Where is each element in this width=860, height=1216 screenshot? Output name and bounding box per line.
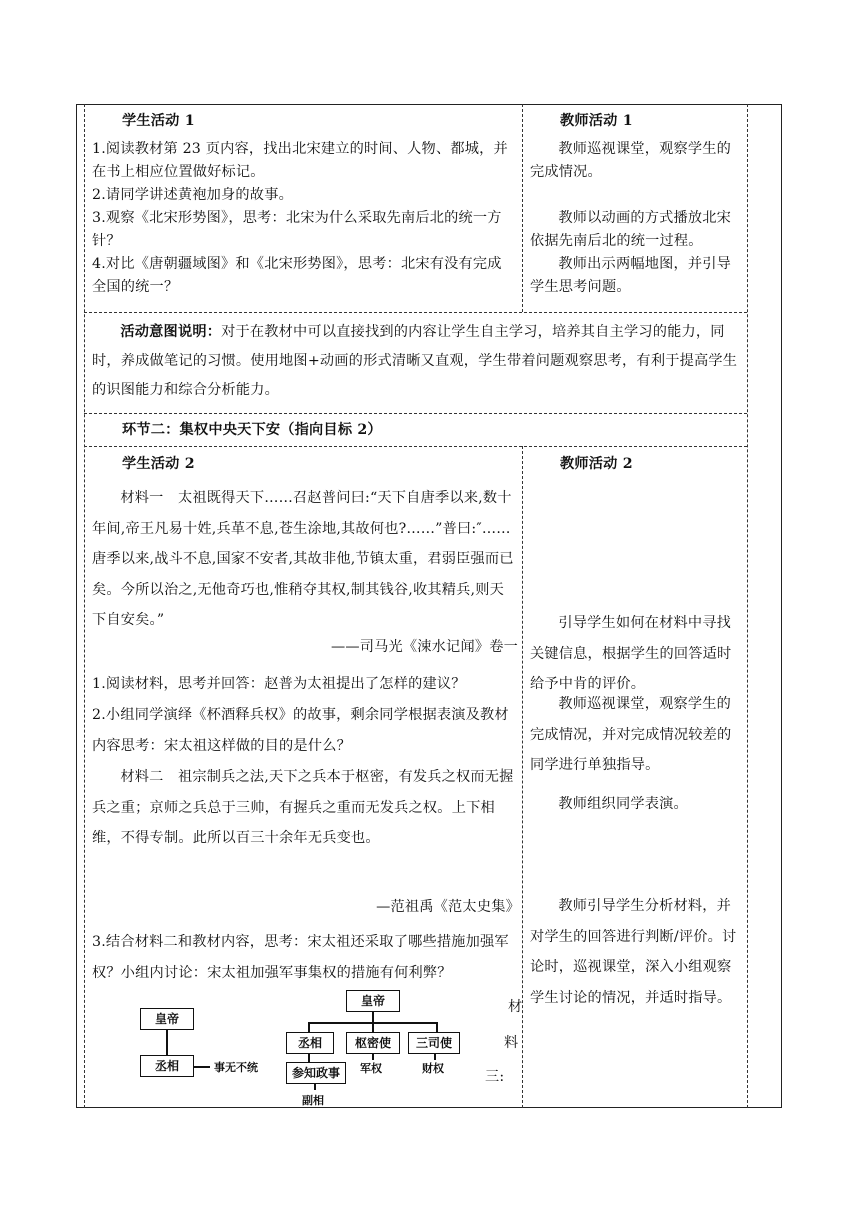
diagram-deputy-role-label: 副相 xyxy=(302,1094,324,1107)
student-activity-1-heading: 学生活动 1 xyxy=(122,113,195,129)
row-divider xyxy=(84,413,747,414)
diagram-emperor-box: 皇帝 xyxy=(346,990,400,1012)
diagram-deputy-box: 参知政事 xyxy=(286,1062,346,1084)
column-divider xyxy=(522,104,523,312)
material-3-label: 三: xyxy=(485,1069,505,1085)
question-1: 1.阅读材料，思考并回答：赵普为太祖提出了怎样的建议？ xyxy=(92,676,466,692)
question-2: 2.小组同学演绎《杯酒释兵权》的故事，剩余同学根据表演及教材内容思考：宋太祖这样做的目的是什么？ xyxy=(92,707,509,754)
diagram-connector xyxy=(194,1066,210,1068)
diagram-emperor-box: 皇帝 xyxy=(140,1008,194,1030)
teacher-activity-2-item: 教师巡视课堂，观察学生的完成情况，并对完成情况较差的同学进行单独指导。 xyxy=(530,696,732,774)
stage-2-title: 环节二：集权中央天下安（指向目标 2） xyxy=(122,422,382,438)
diagram-financial-power-label: 财权 xyxy=(422,1062,444,1075)
material-2-source: —范祖禹《范太史集》 xyxy=(376,899,520,915)
row-divider xyxy=(84,446,747,447)
material-3-label: 材 xyxy=(508,999,523,1015)
diagram-finance-commission-box: 三司使 xyxy=(408,1032,460,1054)
teacher-activity-2-item: 教师组织同学表演。 xyxy=(558,796,688,812)
activity-intent-text: 对于在教材中可以直接找到的内容让学生自主学习，培养其自主学习的能力，同时，养成做笔记的习惯。使用地图+动画的形式清晰又直观，学生带着问题观察思考，有利于提高学生的识图能力和综合分析能力。 xyxy=(92,324,738,398)
row-divider xyxy=(84,312,747,313)
student-activity-2-heading: 学生活动 2 xyxy=(122,456,195,472)
song-power-diagram xyxy=(286,990,466,1110)
material-2-text: 材料二 祖宗制兵之法,天下之兵本于枢密，有发兵之权而无握兵之重；京师之兵总于三帅，有握兵之重而无发兵之权。上下相维，不得专制。此所以百三十余年无兵变也。 xyxy=(92,769,514,847)
diagram-military-commission-box: 枢密使 xyxy=(346,1032,400,1054)
diagram-connector xyxy=(372,1022,374,1032)
student-activity-1-item: 1.阅读教材第 23 页内容，找出北宋建立的时间、人物、都城，并在书上相应位置做好标记。 xyxy=(92,141,508,180)
diagram-military-power-label: 军权 xyxy=(360,1062,382,1075)
grid-line xyxy=(747,104,748,1108)
material-3-label: 料 xyxy=(504,1035,519,1051)
grid-line xyxy=(84,104,85,1108)
teacher-activity-1-item: 教师出示两幅地图，并引导学生思考问题。 xyxy=(530,256,732,295)
diagram-note: 事无不统 xyxy=(214,1061,258,1074)
student-activity-1-item: 4.对比《唐朝疆域图》和《北宋形势图》，思考：北宋有没有完成全国的统一？ xyxy=(92,256,502,295)
teacher-activity-2-item: 教师引导学生分析材料，并对学生的回答进行判断/评价。讨论时，巡视课堂，深入小组观察学生讨论的情况，并适时指导。 xyxy=(530,898,737,1006)
student-activity-1-item: 2.请同学讲述黄袍加身的故事。 xyxy=(92,187,293,203)
diagram-connector xyxy=(308,1022,310,1032)
teacher-activity-1-item: 教师以动画的方式播放北宋依据先南后北的统一过程。 xyxy=(530,210,732,249)
activity-intent xyxy=(92,318,742,405)
activity-intent-label: 活动意图说明： xyxy=(120,324,222,340)
material-1-text: 材料一 太祖既得天下……召赵普问曰:“天下自唐季以来,数十年间,帝王凡易十姓,兵革不息,苍生涂地,其故何也?……”普曰:″……唐季以来,战斗不息,国家不安者,其故非他,节镇太重，君弱臣强而已矣。今所以治之,无他奇巧也,惟稍夺其权,制其钱谷,收其精兵,则天下自安矣。” xyxy=(92,490,514,629)
material-1-source: ——司马光《涑水记闻》卷一 xyxy=(330,639,518,655)
teacher-activity-1-heading: 教师活动 1 xyxy=(560,113,633,129)
question-3: 3.结合材料二和教材内容，思考：宋太祖还采取了哪些措施加强军权？小组内讨论：宋太祖加强军事集权的措施有何利弊？ xyxy=(92,934,509,981)
teacher-activity-2-heading: 教师活动 2 xyxy=(560,456,633,472)
student-activity-1-item: 3.观察《北宋形势图》，思考：北宋为什么采取先南后北的统一方针？ xyxy=(92,210,502,249)
diagram-connector xyxy=(308,1054,310,1062)
teacher-activity-2-item: 引导学生如何在材料中寻找关键信息，根据学生的回答适时给予中肯的评价。 xyxy=(530,615,732,693)
teacher-activity-1-item: 教师巡视课堂，观察学生的完成情况。 xyxy=(530,141,732,180)
diagram-chancellor-box: 丞相 xyxy=(140,1055,194,1077)
diagram-connector xyxy=(372,1012,374,1022)
diagram-connector xyxy=(436,1022,438,1032)
diagram-connector xyxy=(166,1030,168,1055)
diagram-connector xyxy=(314,1084,316,1090)
diagram-chancellor-box: 丞相 xyxy=(286,1032,334,1054)
tang-power-diagram xyxy=(140,1008,280,1078)
